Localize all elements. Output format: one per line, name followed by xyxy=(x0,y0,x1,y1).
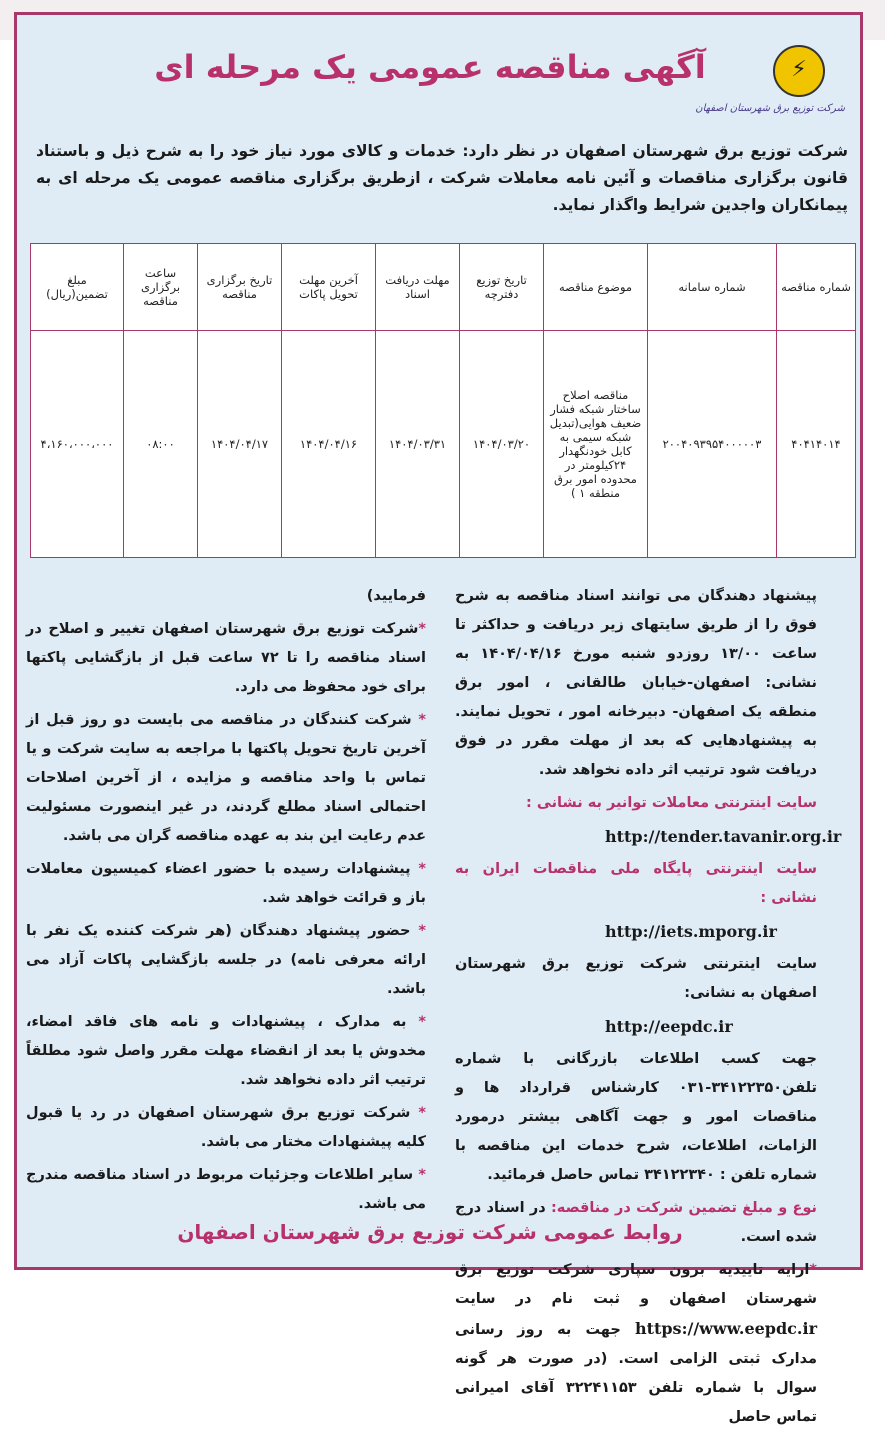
company-logo xyxy=(695,45,845,140)
p3-text-a: ارایه تاییدیه برون سپاری شرکت توزیع برق شهرستان اصفهان و ثبت نام در سایت xyxy=(455,1262,817,1307)
list-item-text: شرکت کنندگان در مناقصه می بایست دو روز قبل از آخرین تاریخ تحویل پاکتها با مراجعه به سایت شرکت و یا تماس با واحد مناقصه و مزایده ، از آخرین اصلاحات احتمالی اسناد مطلع گردند، در غیر اینصورت مسئولیت عدم رعایت این بند به عهده مناقصه گران می باشد. xyxy=(26,712,426,844)
table-header: آخرین مهلت تحویل پاکات xyxy=(282,244,376,331)
bullet-star-icon: * xyxy=(410,923,426,939)
site1-label: سایت اینترنتی معاملات توانیر به نشانی : xyxy=(526,795,817,811)
list-item-text: حضور پیشنهاد دهندگان (هر شرکت کننده یک نفر با ارائه معرفی نامه) در جلسه بازگشایی پاکات آزاد می باشد. xyxy=(26,923,426,997)
site2-label: سایت اینترنتی پایگاه ملی مناقصات ایران به نشانی : xyxy=(455,861,817,906)
lightning-icon: ⚡ xyxy=(773,45,825,97)
table-cell: ۰۸:۰۰ xyxy=(124,331,198,558)
table-cell: ۱۴۰۴/۰۴/۱۶ xyxy=(282,331,376,558)
list-item xyxy=(26,615,426,702)
p3-link[interactable]: https://www.eepdc.ir xyxy=(634,1319,817,1338)
right-paragraph-2: جهت کسب اطلاعات بازرگانی با شماره تلفن۳۴۱۲۲۳۵۰-۰۳۱ کارشناس قرارداد ها و مناقصات امور و جهت آگاهی بیشتر درمورد الزامات، اطلاعات، شرح خدمات این مناقصه با شماره تلفن : ۳۴۱۲۲۳۴۰ تماس حاصل فرمائید. xyxy=(455,1051,817,1183)
intro-paragraph: شرکت توزیع برق شهرستان اصفهان در نظر دارد: خدمات و کالای مورد نیاز خود را به شرح ذیل و باستناد قانون برگزاری مناقصات و آئین نامه معاملات شرکت ، ازطریق برگزاری مناقصه عمومی یک مرحله ای به پیمانکاران واجدین شرایط واگذار نماید. xyxy=(36,142,848,214)
table-header: مهلت دریافت اسناد xyxy=(376,244,460,331)
table-row xyxy=(31,331,856,558)
guarantee-text: در اسناد درج شده است. xyxy=(455,1200,817,1245)
bullet-star-icon: * xyxy=(418,621,426,637)
list-item xyxy=(26,1161,426,1219)
bullet-star-icon: * xyxy=(809,1262,817,1278)
table-cell: ۱۴۰۴/۰۴/۱۷ xyxy=(198,331,282,558)
table-header-row xyxy=(31,244,856,331)
site2-link[interactable]: http://iets.mporg.ir xyxy=(605,922,777,941)
footer-signature: روابط عمومی شرکت توزیع برق شهرستان اصفهان xyxy=(177,1220,683,1244)
right-paragraph-3 xyxy=(455,1256,817,1432)
site3-label: سایت اینترنتی شرکت توزیع برق شهرستان اصفهان به نشانی: xyxy=(455,956,817,1001)
table-header: شماره مناقصه xyxy=(777,244,856,331)
list-item-text: شرکت توزیع برق شهرستان اصفهان تغییر و اصلاح در اسناد مناقصه را تا ۷۲ ساعت قبل از بازگشایی پاکتها برای خود محفوظ می دارد. xyxy=(26,621,426,695)
site1-link[interactable]: http://tender.tavanir.org.ir xyxy=(605,827,842,846)
bullet-star-icon: * xyxy=(411,712,426,728)
list-item-text: سایر اطلاعات وجزئیات مربوط در اسناد مناقصه مندرج می باشد. xyxy=(26,1167,426,1212)
list-item-text: پیشنهادات رسیده با حضور اعضاء کمیسیون معاملات باز و قرائت خواهد شد. xyxy=(26,861,426,906)
list-item xyxy=(26,1099,426,1157)
table-header: شماره سامانه xyxy=(648,244,777,331)
bullet-star-icon: * xyxy=(413,1167,426,1183)
bullet-star-icon: * xyxy=(406,1014,426,1030)
right-column xyxy=(455,582,842,1436)
left-column xyxy=(26,582,426,1223)
page-title: آگهی مناقصه عمومی یک مرحله ای xyxy=(154,48,706,86)
table-header: موضوع مناقصه xyxy=(544,244,648,331)
list-item-text: به مدارک ، پیشنهادات و نامه های فاقد امضاء، مخدوش یا بعد از انقضاء مهلت مقرر واصل شود مطلقاً ترتیب اثر داده نخواهد شد. xyxy=(26,1014,426,1088)
bullet-star-icon: * xyxy=(410,1105,426,1121)
table-cell: ۲۰۰۴۰۹۳۹۵۴۰۰۰۰۰۳ xyxy=(648,331,777,558)
list-item-text: شرکت توزیع برق شهرستان اصفهان در رد یا قبول کلیه پیشنهادات مختار می باشد. xyxy=(26,1105,426,1150)
list-item xyxy=(26,1008,426,1095)
site3-link[interactable]: http://eepdc.ir xyxy=(605,1017,733,1036)
table-header: ساعت برگزاری مناقصه xyxy=(124,244,198,331)
left-paragraph-0: فرمایید) xyxy=(366,588,426,604)
table-cell: ۱۴۰۴/۰۳/۲۰ xyxy=(460,331,544,558)
table-cell: مناقصه اصلاح ساختار شبکه فشار ضعیف هوایی(تبدیل شبکه سیمی به کابل خودنگهدار ۲۴کیلومتر در محدوده امور برق منطقه ۱ ) xyxy=(544,331,648,558)
table-cell: ۴،۱۶۰،۰۰۰،۰۰۰ xyxy=(31,331,124,558)
right-paragraph-1: پیشنهاد دهندگان می توانند اسناد مناقصه به شرح فوق را از طریق سایتهای زیر دریافت و حداکثر تا ساعت ۱۳/۰۰ روزدو شنبه مورخ ۱۴۰۴/۰۴/۱۶ به نشانی: اصفهان-خیابان طالقانی ، امور برق منطقه یک اصفهان- دبیرخانه امور ، تحویل نمایند. به پیشنهادهایی که بعد از مهلت مقرر در فوق دریافت شود ترتیب اثر داده نخواهد شد. xyxy=(455,588,817,778)
p3-text-b: جهت به روز رسانی مدارک ثبتی الزامی است. (در صورت هر گونه سوال با شماره تلفن ۳۲۲۴۱۱۵۳ آقای امیرانی تماس حاصل xyxy=(455,1322,817,1425)
list-item xyxy=(26,917,426,1004)
logo-text: شرکت توزیع برق شهرستان اصفهان xyxy=(695,103,845,114)
table-cell: ۱۴۰۴/۰۳/۳۱ xyxy=(376,331,460,558)
guarantee-label: نوع و مبلغ تضمین شرکت در مناقصه: xyxy=(550,1200,817,1216)
list-item xyxy=(26,855,426,913)
bullet-star-icon: * xyxy=(410,861,427,877)
table-cell: ۴۰۴۱۴۰۱۴ xyxy=(777,331,856,558)
table-header: تاریخ توزیع دفترچه xyxy=(460,244,544,331)
table-header: تاریخ برگزاری مناقصه xyxy=(198,244,282,331)
tender-table xyxy=(30,243,856,558)
list-item xyxy=(26,706,426,851)
table-header: مبلغ تضمین(ریال) xyxy=(31,244,124,331)
